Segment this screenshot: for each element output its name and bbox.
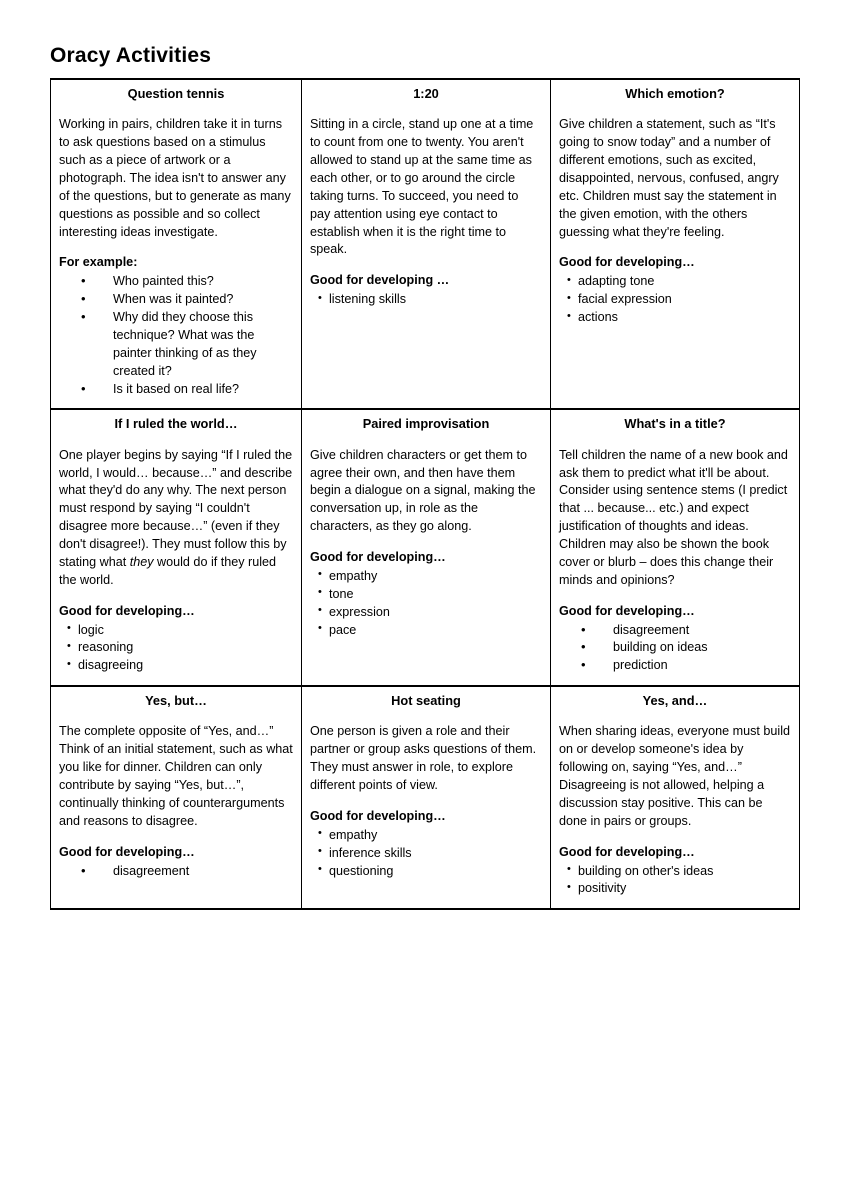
spacer [310, 259, 542, 272]
activity-card [302, 410, 550, 649]
activity-description: Tell children the name of a new book and ask them to predict what it'll be about. Consider using sentence stems (I predict that ... because... etc.) and expect justification of thoughts and ideas. Children may also be shown the book cover or blurb – does this change their minds and opinions? [559, 447, 788, 587]
list-item: • disagreement [81, 863, 293, 881]
activity-description: Give children characters or get them to agree their own, and then have them begin a dialogue on a signal, making the conversation up, in role as the characters, as they go along. [310, 447, 536, 534]
list-item: • empathy [318, 827, 542, 845]
list-item: • actions [567, 309, 791, 327]
activity-card [551, 687, 799, 908]
list-item: • Why did they choose this technique? What was the painter thinking of as they created it? [81, 309, 293, 381]
list-item: • logic [67, 622, 293, 640]
list-item: • tone [318, 586, 542, 604]
spacer [559, 590, 791, 603]
table-cell [51, 409, 302, 686]
list-item: • listening skills [318, 291, 542, 309]
spacer [310, 795, 542, 808]
table-body [51, 79, 800, 909]
table-cell [551, 686, 800, 909]
spacer [559, 241, 791, 254]
activity-subheading: Good for developing… [310, 808, 446, 823]
activity-subheading: Good for developing… [59, 844, 195, 859]
activity-card [551, 410, 799, 685]
activity-bullet-list [310, 827, 542, 881]
activity-bullet-list [310, 291, 542, 309]
table-cell [51, 79, 302, 409]
list-item: • inference skills [318, 845, 542, 863]
activity-subheading: Good for developing… [559, 844, 695, 859]
activity-subheading: Good for developing… [310, 550, 446, 565]
list-item: • Who painted this? [81, 273, 293, 291]
activity-description: Give children a statement, such as “It's going to snow today” and a number of different emotions, such as excited, disappointed, nervous, confused, angry etc. Children must say the statement in the given emotion, with the others guessing what they're feeling. [559, 117, 779, 239]
oracy-activities-table [50, 78, 800, 910]
activity-bullet-list [59, 622, 293, 676]
spacer [59, 590, 293, 603]
activity-card [51, 80, 301, 408]
table-cell [551, 79, 800, 409]
activity-title: Hot seating [391, 693, 461, 709]
list-item: • disagreement [581, 622, 791, 640]
activity-title: If I ruled the world… [114, 416, 238, 432]
list-item: • questioning [318, 863, 542, 881]
list-item: • positivity [567, 880, 791, 898]
list-item: • expression [318, 604, 542, 622]
activity-description: One person is given a role and their partner or group asks questions of them. They must answer in role, to explore different points of view. [310, 724, 537, 793]
activity-subheading: Good for developing… [59, 603, 195, 618]
activity-description: The complete opposite of “Yes, and…” Think of an initial statement, such as what you like for dinner. Children can only contribute by saying “Yes, but…”, continually thinking of counterarguments and reasons to disagree. [59, 724, 293, 828]
table-cell [551, 409, 800, 686]
activity-description: One player begins by saying “If I ruled the world, I would… because…” and describe what they'd do any why. The next person must respond by saying “I couldn't disagree more because…” (even if they don't disagree!). They must follow this by stating what they would do if they ruled the world. [59, 447, 293, 587]
activity-title: Yes, but… [145, 693, 207, 709]
activity-card [51, 687, 301, 890]
activity-card [302, 80, 550, 319]
activity-title: Paired improvisation [362, 416, 490, 432]
activity-title: Yes, and… [642, 693, 708, 709]
activity-description: When sharing ideas, everyone must build on or develop someone's idea by following on, saying “Yes, and…” Disagreeing is not allowed, helping a discussion stay positive. This can be done in pairs or groups. [559, 724, 791, 828]
list-item: • prediction [581, 657, 791, 675]
list-item: • empathy [318, 568, 542, 586]
activity-subheading: Good for developing … [310, 273, 450, 288]
list-item: • When was it painted? [81, 291, 293, 309]
activity-subheading: Good for developing… [559, 255, 695, 270]
list-item: • pace [318, 622, 542, 640]
activity-card [51, 410, 301, 685]
activity-description: Working in pairs, children take it in turns to ask questions based on a stimulus such as a piece of artwork or a photograph. The idea isn't to answer any of the questions, but to generate as many questions as possible and so collect interesting ideas investigate. [59, 117, 291, 239]
list-item: • Is it based on real life? [81, 381, 293, 399]
activity-title: What's in a title? [624, 416, 726, 432]
spacer [59, 831, 293, 844]
table-cell [302, 79, 551, 409]
list-item: • facial expression [567, 291, 791, 309]
table-cell [302, 686, 551, 909]
list-item: • building on ideas [581, 639, 791, 657]
list-item: • building on other's ideas [567, 863, 791, 881]
table-cell [302, 409, 551, 686]
activity-bullet-list [310, 568, 542, 640]
table-cell [51, 686, 302, 909]
activity-card [551, 80, 799, 337]
activity-title: Question tennis [127, 86, 225, 101]
activity-title: Which emotion? [625, 86, 725, 101]
spacer [559, 831, 791, 844]
activity-subheading: Good for developing… [559, 603, 695, 618]
spacer [59, 241, 293, 254]
table-row [51, 79, 800, 409]
table-row [51, 409, 800, 686]
activity-title: 1:20 [413, 86, 439, 101]
activity-bullet-list [559, 273, 791, 327]
activity-bullet-list [559, 863, 791, 899]
activity-description: Sitting in a circle, stand up one at a time to count from one to twenty. You aren't allowed to stand up at the same time as each other, or to go around the circle taking turns. To succeed, you need to pay attention using eye contact to establish when it is the right time to speak. [310, 117, 534, 257]
list-item: • adapting tone [567, 273, 791, 291]
activity-bullet-list [559, 622, 791, 676]
activity-card [302, 687, 550, 890]
activity-bullet-list [59, 273, 293, 398]
activity-bullet-list [59, 863, 293, 881]
table-row [51, 686, 800, 909]
page-title: Oracy Activities [50, 44, 212, 67]
activity-subheading: For example: [59, 255, 138, 270]
list-item: • reasoning [67, 639, 293, 657]
spacer [310, 536, 542, 549]
list-item: • disagreeing [67, 657, 293, 675]
